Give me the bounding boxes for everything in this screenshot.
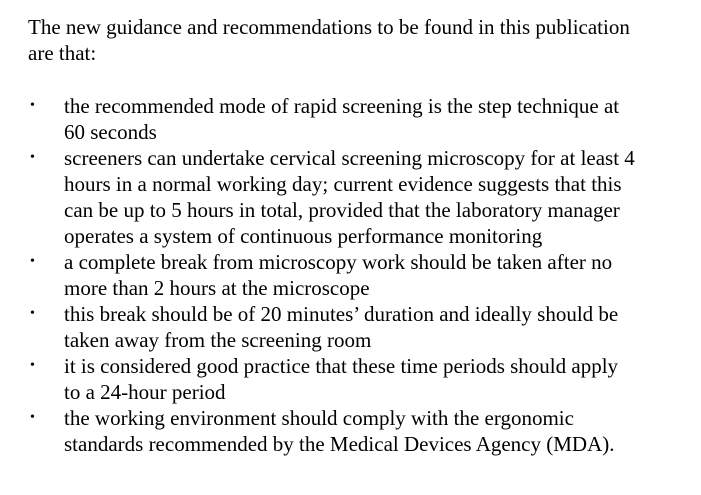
list-item-line: operates a system of continuous performance monitoring: [64, 224, 543, 248]
bullet-icon: •: [30, 150, 35, 165]
list-item-line: a complete break from microscopy work should be taken after no: [64, 250, 613, 274]
list-item-line: the working environment should comply with the ergonomic: [64, 406, 574, 430]
list-item: [0, 301, 656, 353]
list-item: [0, 405, 656, 457]
bullet-icon: •: [30, 254, 35, 269]
list-item-line: the recommended mode of rapid screening is the step technique at: [64, 94, 620, 118]
list-item-line: this break should be of 20 minutes’ duration and ideally should be: [64, 302, 619, 326]
bullet-icon: •: [30, 410, 35, 425]
bullet-icon: •: [30, 98, 35, 113]
list-item-line: to a 24-hour period: [64, 380, 226, 404]
list-item: [0, 145, 656, 249]
list-item-line: 60 seconds: [64, 120, 157, 144]
intro-line: are that:: [28, 41, 97, 65]
intro-line: The new guidance and recommendations to be found in this publication: [28, 15, 630, 39]
list-item-line: screeners can undertake cervical screening microscopy for at least 4: [64, 146, 635, 170]
bullet-icon: •: [30, 358, 35, 373]
list-item-line: standards recommended by the Medical Devices Agency (MDA).: [64, 432, 615, 456]
list-item: [0, 353, 656, 405]
list-item: [0, 93, 656, 145]
recommendations-list: [0, 93, 701, 457]
list-item-line: can be up to 5 hours in total, provided that the laboratory manager: [64, 198, 620, 222]
list-item-line: taken away from the screening room: [64, 328, 372, 352]
intro-paragraph: [28, 14, 668, 66]
list-item: [0, 249, 656, 301]
list-item-line: more than 2 hours at the microscope: [64, 276, 370, 300]
bullet-icon: •: [30, 306, 35, 321]
list-item-line: hours in a normal working day; current evidence suggests that this: [64, 172, 622, 196]
list-item-line: it is considered good practice that these time periods should apply: [64, 354, 619, 378]
